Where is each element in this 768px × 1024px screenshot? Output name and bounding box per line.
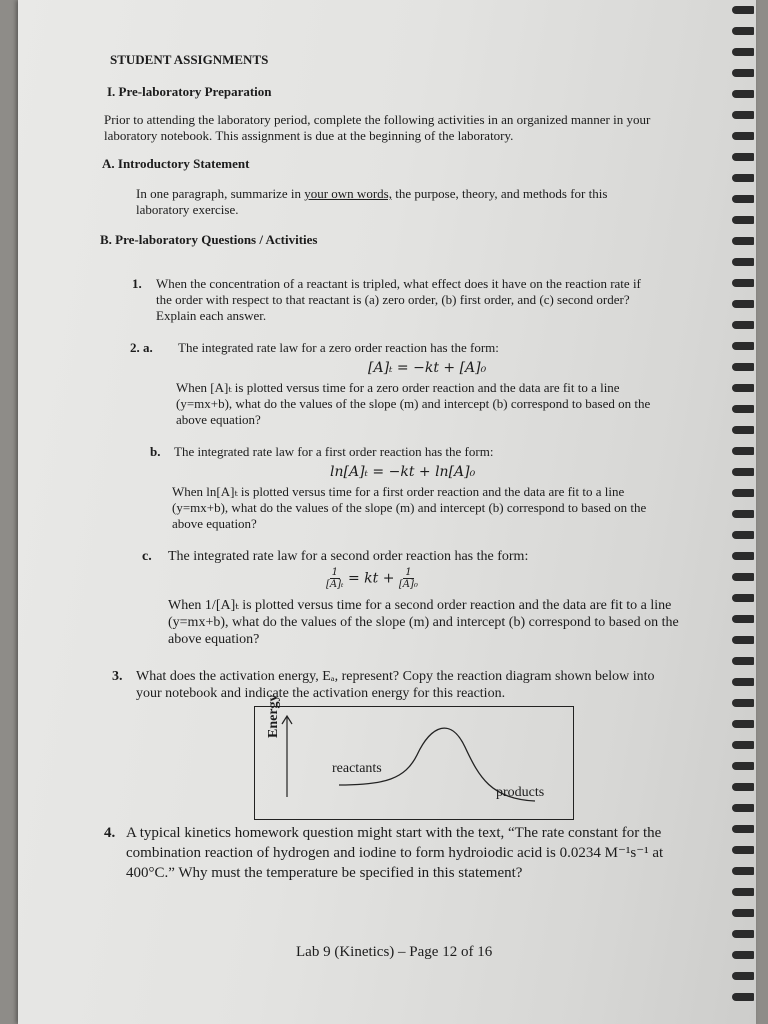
spiral-coil [732, 132, 754, 140]
spiral-coil [732, 657, 754, 665]
question-line: (y=mx+b), what do the values of the slope (m) and intercept (b) correspond to based on the [176, 396, 651, 411]
spiral-coil [732, 321, 754, 329]
question-number: 2. a. [130, 340, 153, 355]
question-line: your notebook and indicate the activation energy for this reaction. [136, 686, 506, 701]
spiral-coil [732, 6, 754, 14]
spiral-coil [732, 930, 754, 938]
spiral-coil [732, 195, 754, 203]
subsection-title: B. Pre-laboratory Questions / Activities [100, 232, 318, 247]
question-line: (y=mx+b), what do the values of the slope (m) and intercept (b) correspond to based on the [168, 615, 679, 630]
rate-law-equation: $\frac{1}{\text{[A]ₜ}}$ = kt + $\frac{1}{\text{[A]₀}}$ [326, 567, 418, 590]
question-line: The integrated rate law for a first order reaction has the form: [174, 444, 494, 459]
spiral-coil [732, 972, 754, 980]
spiral-coil [732, 468, 754, 476]
spiral-coil [732, 237, 754, 245]
page-header: STUDENT ASSIGNMENTS [110, 52, 269, 67]
spiral-coil [732, 741, 754, 749]
spiral-coil [732, 405, 754, 413]
spiral-coil [732, 762, 754, 770]
spiral-coil [732, 27, 754, 35]
spiral-binding [732, 0, 756, 1024]
question-line: above equation? [176, 412, 261, 427]
energy-curve [255, 707, 573, 819]
intro-statement-line: In one paragraph, summarize in your own words, the purpose, theory, and methods for this [136, 186, 608, 201]
spiral-coil [732, 69, 754, 77]
question-line: What does the activation energy, Eₐ, represent? Copy the reaction diagram shown below into [136, 669, 655, 684]
spiral-coil [732, 594, 754, 602]
spiral-coil [732, 258, 754, 266]
question-line: When the concentration of a reactant is tripled, what effect does it have on the reaction rate if [156, 276, 641, 291]
spiral-coil [732, 783, 754, 791]
spiral-coil [732, 909, 754, 917]
intro-text-line: Prior to attending the laboratory period, complete the following activities in an organized manner in your [104, 112, 651, 127]
spiral-coil [732, 867, 754, 875]
question-line: When 1/[A]ₜ is plotted versus time for a second order reaction and the data are fit to a line [168, 598, 672, 613]
question-number: 4. [104, 825, 116, 841]
spiral-coil [732, 384, 754, 392]
reaction-energy-diagram [254, 706, 574, 820]
intro-statement-line: laboratory exercise. [136, 202, 239, 217]
spiral-coil [732, 615, 754, 623]
question-letter: b. [150, 444, 161, 459]
rate-law-equation: [A]ₜ = −kt + [A]₀ [368, 360, 487, 376]
spiral-coil [732, 846, 754, 854]
spiral-coil [732, 552, 754, 560]
question-line: When ln[A]ₜ is plotted versus time for a first order reaction and the data are fit to a line [172, 484, 625, 499]
question-line: (y=mx+b), what do the values of the slope (m) and intercept (b) correspond to based on the [172, 500, 647, 515]
section-title: I. Pre-laboratory Preparation [107, 84, 272, 99]
reactants-label: reactants [332, 761, 382, 776]
spiral-coil [732, 993, 754, 1001]
spiral-coil [732, 699, 754, 707]
question-number: 1. [132, 276, 142, 291]
question-line: above equation? [172, 516, 257, 531]
spiral-coil [732, 216, 754, 224]
spiral-coil [732, 153, 754, 161]
page-footer: Lab 9 (Kinetics) – Page 12 of 16 [296, 944, 493, 960]
spiral-coil [732, 636, 754, 644]
spiral-coil [732, 279, 754, 287]
spiral-coil [732, 447, 754, 455]
spiral-coil [732, 510, 754, 518]
question-line: The integrated rate law for a zero order reaction has the form: [178, 340, 499, 355]
spiral-coil [732, 489, 754, 497]
spiral-coil [732, 720, 754, 728]
question-line: Explain each answer. [156, 308, 267, 323]
spiral-coil [732, 342, 754, 350]
question-line: the order with respect to that reactant is (a) zero order, (b) first order, and (c) second order? [156, 292, 630, 307]
question-line: The integrated rate law for a second order reaction has the form: [168, 549, 529, 564]
spiral-coil [732, 825, 754, 833]
spiral-coil [732, 888, 754, 896]
spiral-coil [732, 48, 754, 56]
rate-law-equation: ln[A]ₜ = −kt + ln[A]₀ [330, 464, 476, 480]
spiral-coil [732, 300, 754, 308]
question-number: 3. [112, 669, 123, 684]
question-line: When [A]ₜ is plotted versus time for a zero order reaction and the data are fit to a line [176, 380, 620, 395]
spiral-coil [732, 111, 754, 119]
spiral-coil [732, 951, 754, 959]
spiral-coil [732, 573, 754, 581]
intro-text-line: laboratory notebook. This assignment is due at the beginning of the laboratory. [104, 128, 514, 143]
worksheet-page [18, 0, 756, 1024]
spiral-coil [732, 174, 754, 182]
question-line: above equation? [168, 632, 260, 647]
question-line: 400°C.” Why must the temperature be specified in this statement? [126, 865, 523, 881]
subsection-title: A. Introductory Statement [102, 156, 250, 171]
spiral-coil [732, 90, 754, 98]
spiral-coil [732, 426, 754, 434]
question-line: combination reaction of hydrogen and iodine to form hydroiodic acid is 0.0234 M⁻¹s⁻¹ at [126, 845, 664, 861]
spiral-coil [732, 678, 754, 686]
energy-axis-label: Energy [266, 694, 281, 738]
spiral-coil [732, 363, 754, 371]
products-label: products [496, 785, 545, 800]
spiral-coil [732, 804, 754, 812]
question-letter: c. [142, 549, 152, 564]
spiral-coil [732, 531, 754, 539]
question-line: A typical kinetics homework question might start with the text, “The rate constant for the [126, 825, 662, 841]
